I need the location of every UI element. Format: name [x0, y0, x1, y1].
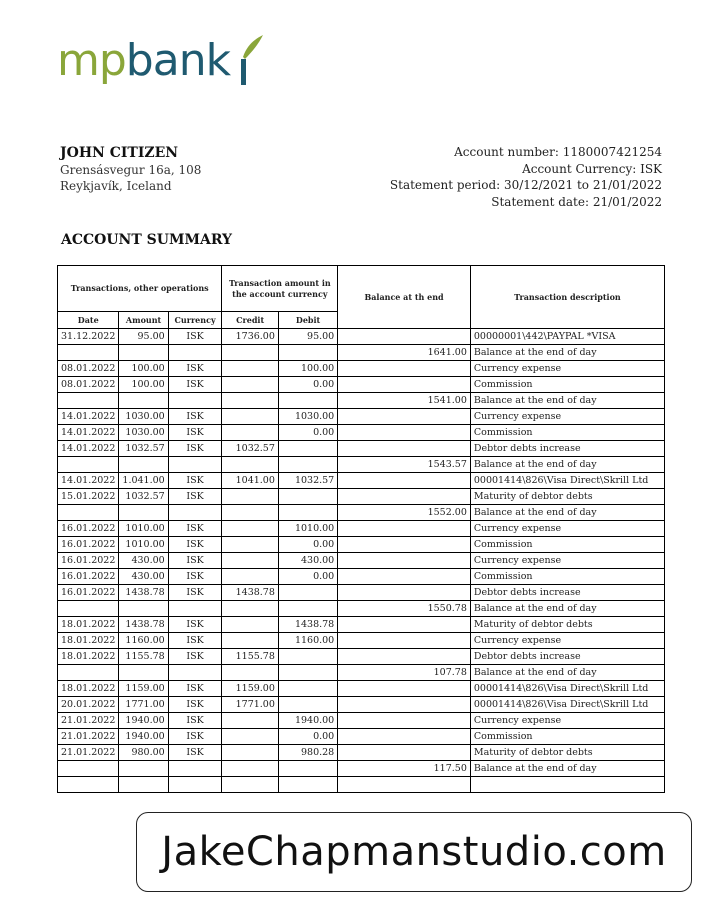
cell-amount [119, 761, 168, 777]
cell-debit: 1030.00 [278, 409, 337, 425]
cell-amount: 1032.57 [119, 489, 168, 505]
cell-debit: 1032.57 [278, 473, 337, 489]
cell-balance: 1543.57 [338, 457, 471, 473]
cell-description: Currency expense [470, 409, 664, 425]
cell-balance [338, 409, 471, 425]
cell-balance [338, 489, 471, 505]
cell-debit: 1438.78 [278, 617, 337, 633]
table-row [58, 681, 665, 697]
cell-balance: 1552.00 [338, 505, 471, 521]
table-row [58, 713, 665, 729]
cell-date [58, 761, 119, 777]
cell-balance [338, 377, 471, 393]
cell-amount: 1771.00 [119, 697, 168, 713]
cell-description: Balance at the end of day [470, 345, 664, 361]
cell-credit: 1159.00 [222, 681, 278, 697]
cell-currency [168, 345, 222, 361]
header-credit: Credit [222, 312, 278, 329]
cell-currency: ISK [168, 377, 222, 393]
table-row [58, 569, 665, 585]
cell-credit [222, 425, 278, 441]
cell-debit [278, 489, 337, 505]
cell-amount: 1940.00 [119, 713, 168, 729]
table-row [58, 665, 665, 681]
cell-balance [338, 729, 471, 745]
cell-currency: ISK [168, 553, 222, 569]
customer-address-line2: Reykjavík, Iceland [60, 179, 172, 193]
cell-credit: 1736.00 [222, 329, 278, 345]
cell-credit: 1032.57 [222, 441, 278, 457]
cell-credit: 1438.78 [222, 585, 278, 601]
cell-credit [222, 537, 278, 553]
cell-credit: 1041.00 [222, 473, 278, 489]
cell-credit [222, 553, 278, 569]
cell-amount: 1438.78 [119, 617, 168, 633]
cell-description: Maturity of debtor debts [470, 617, 664, 633]
cell-date: 14.01.2022 [58, 473, 119, 489]
cell-date [58, 601, 119, 617]
cell-debit: 0.00 [278, 537, 337, 553]
cell-currency: ISK [168, 681, 222, 697]
watermark-banner: JakeChapmanstudio.com [136, 812, 692, 892]
table-row [58, 649, 665, 665]
cell-currency: ISK [168, 649, 222, 665]
cell-amount: 1030.00 [119, 409, 168, 425]
table-header-row [58, 266, 665, 312]
logo-bank: bank [125, 35, 231, 86]
cell-date: 16.01.2022 [58, 521, 119, 537]
cell-currency: ISK [168, 521, 222, 537]
cell-balance: 1641.00 [338, 345, 471, 361]
cell-balance: 1541.00 [338, 393, 471, 409]
cell-debit [278, 665, 337, 681]
cell-debit [278, 393, 337, 409]
cell-date [58, 457, 119, 473]
cell-amount [119, 393, 168, 409]
cell-debit [278, 345, 337, 361]
cell-debit: 980.28 [278, 745, 337, 761]
statement-date: Statement date: 21/01/2022 [491, 194, 662, 209]
cell-description: Commission [470, 729, 664, 745]
cell-currency: ISK [168, 585, 222, 601]
cell-amount: 1438.78 [119, 585, 168, 601]
cell-debit: 0.00 [278, 377, 337, 393]
cell-description: Balance at the end of day [470, 393, 664, 409]
cell-balance [338, 425, 471, 441]
table-row [58, 585, 665, 601]
cell-date: 14.01.2022 [58, 409, 119, 425]
cell-amount [119, 345, 168, 361]
cell-description: Commission [470, 377, 664, 393]
cell-currency [168, 601, 222, 617]
cell-credit [222, 521, 278, 537]
cell-debit [278, 649, 337, 665]
cell-amount: 430.00 [119, 553, 168, 569]
table-row [58, 393, 665, 409]
cell-description: Currency expense [470, 633, 664, 649]
table-row [58, 473, 665, 489]
cell-amount [119, 777, 168, 793]
table-row [58, 729, 665, 745]
cell-amount [119, 665, 168, 681]
cell-currency: ISK [168, 425, 222, 441]
cell-date: 16.01.2022 [58, 569, 119, 585]
cell-credit [222, 601, 278, 617]
cell-debit: 0.00 [278, 425, 337, 441]
table-row [58, 409, 665, 425]
statement-period: Statement period: 30/12/2021 to 21/01/2022 [389, 178, 662, 193]
cell-currency: ISK [168, 489, 222, 505]
cell-balance [338, 441, 471, 457]
cell-currency: ISK [168, 537, 222, 553]
cell-description: Currency expense [470, 553, 664, 569]
cell-credit [222, 361, 278, 377]
cell-date [58, 345, 119, 361]
cell-credit [222, 409, 278, 425]
cell-currency: ISK [168, 633, 222, 649]
cell-credit [222, 665, 278, 681]
cell-date: 21.01.2022 [58, 729, 119, 745]
table-row [58, 521, 665, 537]
cell-debit: 430.00 [278, 553, 337, 569]
table-row [58, 361, 665, 377]
cell-description [470, 777, 664, 793]
table-row [58, 377, 665, 393]
cell-description: Maturity of debtor debts [470, 489, 664, 505]
cell-balance [338, 521, 471, 537]
cell-date: 08.01.2022 [58, 377, 119, 393]
cell-balance [338, 649, 471, 665]
cell-amount: 1010.00 [119, 537, 168, 553]
cell-balance [338, 681, 471, 697]
cell-description: Balance at the end of day [470, 505, 664, 521]
cell-date: 14.01.2022 [58, 441, 119, 457]
cell-amount [119, 457, 168, 473]
cell-date: 15.01.2022 [58, 489, 119, 505]
cell-amount [119, 505, 168, 521]
cell-balance [338, 697, 471, 713]
cell-description: Balance at the end of day [470, 457, 664, 473]
cell-date [58, 777, 119, 793]
table-row [58, 617, 665, 633]
table-row [58, 505, 665, 521]
cell-debit [278, 505, 337, 521]
cell-amount: 430.00 [119, 569, 168, 585]
cell-date: 21.01.2022 [58, 745, 119, 761]
header-currency: Currency [168, 312, 222, 329]
cell-description: 00001414\826\Visa Direct\Skrill Ltd [470, 697, 664, 713]
cell-credit [222, 761, 278, 777]
cell-currency: ISK [168, 697, 222, 713]
cell-credit [222, 633, 278, 649]
cell-debit: 1010.00 [278, 521, 337, 537]
customer-address-line1: Grensásvegur 16a, 108 [60, 163, 202, 177]
cell-currency [168, 665, 222, 681]
table-row [58, 457, 665, 473]
cell-description: Maturity of debtor debts [470, 745, 664, 761]
header-date: Date [58, 312, 119, 329]
cell-debit: 95.00 [278, 329, 337, 345]
cell-currency: ISK [168, 745, 222, 761]
cell-balance [338, 329, 471, 345]
cell-description: 00001414\826\Visa Direct\Skrill Ltd [470, 473, 664, 489]
cell-debit [278, 681, 337, 697]
cell-debit [278, 697, 337, 713]
cell-debit [278, 761, 337, 777]
cell-debit [278, 441, 337, 457]
cell-credit [222, 345, 278, 361]
cell-date: 18.01.2022 [58, 633, 119, 649]
cell-description: Debtor debts increase [470, 585, 664, 601]
cell-description: Balance at the end of day [470, 665, 664, 681]
table-row [58, 329, 665, 345]
cell-balance: 1550.78 [338, 601, 471, 617]
cell-balance [338, 361, 471, 377]
table-row [58, 745, 665, 761]
cell-currency: ISK [168, 617, 222, 633]
table-row [58, 761, 665, 777]
header-debit: Debit [278, 312, 337, 329]
cell-currency: ISK [168, 713, 222, 729]
cell-date: 14.01.2022 [58, 425, 119, 441]
cell-date: 20.01.2022 [58, 697, 119, 713]
cell-description: Balance at the end of day [470, 601, 664, 617]
logo-wordmark [57, 35, 230, 87]
cell-description: Currency expense [470, 521, 664, 537]
account-currency: Account Currency: ISK [522, 161, 662, 176]
cell-date: 31.12.2022 [58, 329, 119, 345]
cell-amount: 100.00 [119, 377, 168, 393]
cell-currency: ISK [168, 409, 222, 425]
cell-balance [338, 777, 471, 793]
cell-description: Debtor debts increase [470, 649, 664, 665]
cell-balance [338, 553, 471, 569]
table-row [58, 777, 665, 793]
cell-amount [119, 601, 168, 617]
cell-credit [222, 777, 278, 793]
cell-debit: 100.00 [278, 361, 337, 377]
cell-date: 18.01.2022 [58, 649, 119, 665]
cell-debit: 1940.00 [278, 713, 337, 729]
cell-description: Currency expense [470, 361, 664, 377]
cell-date: 18.01.2022 [58, 681, 119, 697]
cell-amount: 1160.00 [119, 633, 168, 649]
cell-currency [168, 505, 222, 521]
table-row [58, 553, 665, 569]
cell-credit [222, 457, 278, 473]
table-row [58, 425, 665, 441]
cell-balance: 117.50 [338, 761, 471, 777]
account-number: Account number: 1180007421254 [454, 145, 662, 159]
table-row [58, 489, 665, 505]
cell-currency [168, 777, 222, 793]
table-row [58, 345, 665, 361]
cell-balance [338, 745, 471, 761]
cell-debit: 1160.00 [278, 633, 337, 649]
cell-debit: 0.00 [278, 569, 337, 585]
cell-date [58, 393, 119, 409]
cell-date [58, 665, 119, 681]
cell-balance [338, 585, 471, 601]
cell-description: Balance at the end of day [470, 761, 664, 777]
header-amount-in-currency: Transaction amount in the account currency [222, 266, 338, 312]
cell-date: 16.01.2022 [58, 537, 119, 553]
cell-amount: 1159.00 [119, 681, 168, 697]
cell-credit [222, 729, 278, 745]
cell-credit: 1155.78 [222, 649, 278, 665]
cell-balance [338, 617, 471, 633]
cell-balance [338, 713, 471, 729]
table-row [58, 697, 665, 713]
cell-credit [222, 393, 278, 409]
cell-description: Commission [470, 425, 664, 441]
header-description: Transaction description [470, 266, 664, 329]
account-summary-title: ACCOUNT SUMMARY [61, 232, 233, 248]
table-row [58, 601, 665, 617]
account-info-block [390, 144, 662, 210]
table-row [58, 441, 665, 457]
cell-amount: 100.00 [119, 361, 168, 377]
cell-currency [168, 393, 222, 409]
cell-amount: 1030.00 [119, 425, 168, 441]
cell-amount: 95.00 [119, 329, 168, 345]
cell-description: 00001414\826\Visa Direct\Skrill Ltd [470, 681, 664, 697]
cell-debit [278, 601, 337, 617]
cell-balance: 107.78 [338, 665, 471, 681]
cell-currency: ISK [168, 473, 222, 489]
cell-credit [222, 569, 278, 585]
cell-credit [222, 489, 278, 505]
cell-credit [222, 377, 278, 393]
cell-balance [338, 537, 471, 553]
cell-amount: 1155.78 [119, 649, 168, 665]
cell-description: Currency expense [470, 713, 664, 729]
cell-amount: 1032.57 [119, 441, 168, 457]
cell-description: 00000001\442\PAYPAL *VISA [470, 329, 664, 345]
cell-debit [278, 585, 337, 601]
logo-mp: mp [57, 35, 126, 86]
customer-name: JOHN CITIZEN [60, 145, 179, 161]
leaf-icon [237, 33, 267, 89]
cell-date: 16.01.2022 [58, 585, 119, 601]
transactions-table [57, 265, 665, 793]
cell-amount: 980.00 [119, 745, 168, 761]
header-transactions: Transactions, other operations [58, 266, 222, 312]
cell-currency: ISK [168, 729, 222, 745]
cell-balance [338, 473, 471, 489]
table-row [58, 537, 665, 553]
cell-balance [338, 633, 471, 649]
table-row [58, 633, 665, 649]
cell-debit [278, 457, 337, 473]
header-balance: Balance at th end [338, 266, 471, 329]
cell-amount: 1010.00 [119, 521, 168, 537]
cell-debit: 0.00 [278, 729, 337, 745]
cell-description: Commission [470, 537, 664, 553]
cell-date: 21.01.2022 [58, 713, 119, 729]
cell-credit [222, 505, 278, 521]
cell-currency [168, 457, 222, 473]
customer-block [60, 144, 201, 194]
cell-date: 16.01.2022 [58, 553, 119, 569]
cell-amount: 1.041.00 [119, 473, 168, 489]
cell-credit [222, 713, 278, 729]
cell-description: Commission [470, 569, 664, 585]
cell-date: 18.01.2022 [58, 617, 119, 633]
cell-currency: ISK [168, 441, 222, 457]
cell-date: 08.01.2022 [58, 361, 119, 377]
cell-currency: ISK [168, 329, 222, 345]
cell-credit: 1771.00 [222, 697, 278, 713]
cell-balance [338, 569, 471, 585]
cell-credit [222, 617, 278, 633]
cell-credit [222, 745, 278, 761]
cell-currency: ISK [168, 361, 222, 377]
cell-currency [168, 761, 222, 777]
cell-description: Debtor debts increase [470, 441, 664, 457]
cell-currency: ISK [168, 569, 222, 585]
bank-logo [57, 33, 267, 93]
cell-date [58, 505, 119, 521]
cell-debit [278, 777, 337, 793]
cell-amount: 1940.00 [119, 729, 168, 745]
header-amount: Amount [119, 312, 168, 329]
